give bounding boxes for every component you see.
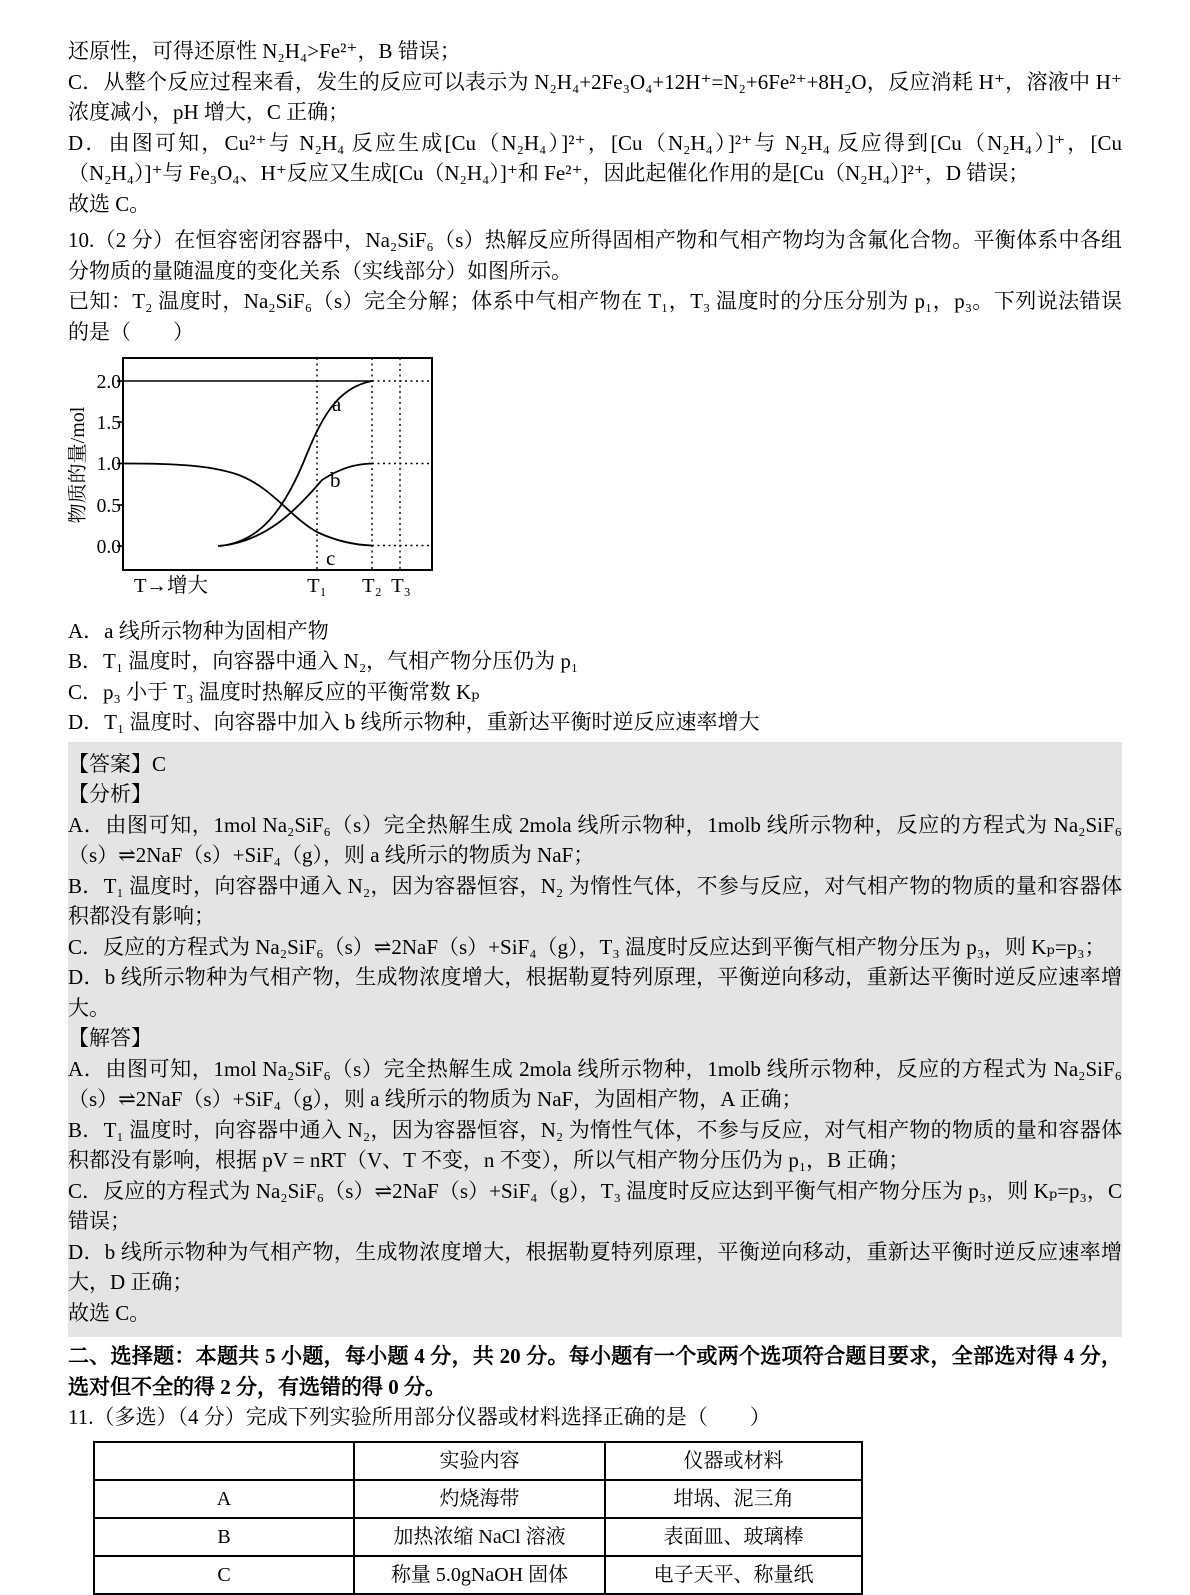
solution-b: B．T₁ 温度时，向容器中通入 N₂，因为容器恒容，N₂ 为惰性气体，不参与反应，对气相产物的物质的量和容器体积都没有影响，根据 pV = nRT（V、T 不变，n 不变），所以气相产物分压仍为 p₁，B 正确； — [68, 1117, 1122, 1172]
question10-chart — [68, 351, 1122, 610]
table-header-row — [94, 1442, 862, 1480]
curve-b-label: b — [330, 468, 341, 492]
table-row-b — [94, 1518, 862, 1556]
curve-a — [218, 381, 372, 546]
solution-a: A．由图可知，1mol Na₂SiF₆（s）完全热解生成 2mola 线所示物种，1molb 线所示物种，反应的方程式为 Na₂SiF₆（s）⇌2NaF（s）+SiF₄（g），则 a 线所示的物质为 NaF，为固相产物，A 正确； — [68, 1056, 1122, 1111]
question11-table — [93, 1441, 863, 1595]
analysis-a: A．由图可知，1mol Na₂SiF₆（s）完全热解生成 2mola 线所示物种，1molb 线所示物种，反应的方程式为 Na₂SiF₆（s）⇌2NaF（s）+SiF₄（g），则 a 线所示的物质为 NaF； — [68, 812, 1122, 867]
section2-header: 二、选择题：本题共 5 小题，每小题 4 分，共 20 分。每小题有一个或两个选项符合题目要求，全部选对得 4 分，选对但不全的得 2 分，有选错的得 0 分。 — [68, 1344, 1122, 1399]
explanation-option-d: D．由图可知，Cu²⁺与 N₂H₄ 反应生成[Cu（N₂H₄）]²⁺，[Cu（N₂H₄）]²⁺与 N₂H₄ 反应得到[Cu（N₂H₄）]⁺，[Cu（N₂H₄）]⁺与 Fe₃O₄、H⁺反应又生成[Cu（N₂H₄）]⁺和 Fe²⁺，因此起催化作用的是[Cu（N₂H₄）]²⁺，D 错误； — [68, 130, 1122, 185]
xtick-T2: T₂ — [362, 575, 382, 597]
curve-a-label: a — [332, 392, 342, 416]
question10-option-b: B．T₁ 温度时，向容器中通入 N₂，气相产物分压仍为 p₁ — [68, 649, 579, 673]
x-axis-label: T→增大 — [133, 575, 209, 597]
ytick-1.0: 1.0 — [96, 454, 121, 475]
xtick-T3: T₃ — [391, 575, 411, 597]
solution-d: D．b 线所示物种为气相产物，生成物浓度增大，根据勒夏特列原理，平衡逆向移动，重新达平衡时逆反应速率增大，D 正确； — [68, 1239, 1122, 1294]
question11-stem: 11.（多选）（4 分）完成下列实验所用部分仪器或材料选择正确的是（ ） — [68, 1405, 771, 1429]
analysis-b: B．T₁ 温度时，向容器中通入 N₂，因为容器恒容，N₂ 为惰性气体，不参与反应，对气相产物的物质的量和容器体积都没有影响； — [68, 873, 1122, 928]
row-a-experiment: 灼烧海带 — [354, 1480, 605, 1518]
ytick-1.5: 1.5 — [96, 413, 121, 434]
row-b-label: B — [94, 1518, 354, 1556]
row-c-experiment: 称量 5.0gNaOH 固体 — [354, 1556, 605, 1594]
solution-label: 【解答】 — [68, 1026, 152, 1050]
question10-known-conditions: 已知：T₂ 温度时，Na₂SiF₆（s）完全分解；体系中气相产物在 T₁，T₃ 温度时的分压分别为 p₁，p₃。下列说法错误的是（ ） — [68, 289, 1122, 344]
ytick-0.5: 0.5 — [96, 496, 121, 517]
question10-option-c: C．p₃ 小于 T₃ 温度时热解反应的平衡常数 Kₚ — [68, 679, 480, 704]
row-c-label: C — [94, 1556, 354, 1594]
question10-option-d: D．T₁ 温度时、向容器中加入 b 线所示物种，重新达平衡时逆反应速率增大 — [68, 710, 760, 734]
row-a-apparatus: 坩埚、泥三角 — [605, 1480, 862, 1518]
analysis-c: C．反应的方程式为 Na₂SiF₆（s）⇌2NaF（s）+SiF₄（g），T₃ 温度时反应达到平衡气相产物分压为 p₃，则 Kₚ=p₃； — [68, 934, 1106, 959]
answer-conclusion-q9: 故选 C。 — [68, 191, 151, 216]
row-b-experiment: 加热浓缩 NaCl 溶液 — [354, 1518, 605, 1556]
question10-stem: 10.（2 分）在恒容密闭容器中，Na₂SiF₆（s）热解反应所得固相产物和气相产物均为含氟化合物。平衡体系中各组分物质的量随温度的变化关系（实线部分）如图所示。 — [68, 228, 1122, 283]
table-header-blank — [94, 1442, 354, 1480]
analysis-d: D．b 线所示物种为气相产物，生成物浓度增大，根据勒夏特列原理，平衡逆向移动，重新达平衡时逆反应速率增大。 — [68, 965, 1122, 1020]
explanation-option-c: C．从整个反应过程来看，发生的反应可以表示为 N₂H₄+2Fe₃O₄+12H⁺=N₂+6Fe²⁺+8H₂O，反应消耗 H⁺，溶液中 H⁺浓度减小，pH 增大，C 正确； — [68, 69, 1122, 124]
y-axis-title: 物质的量/mol — [68, 406, 89, 524]
answer-label: 【答案】C — [68, 751, 167, 776]
mole-vs-temperature-plot — [68, 351, 448, 601]
row-a-label: A — [94, 1480, 354, 1518]
explanation-line-continuation: 还原性，可得还原性 N₂H₄>Fe²⁺，B 错误； — [68, 39, 461, 63]
row-c-apparatus: 电子天平、称量纸 — [605, 1556, 862, 1594]
ytick-2.0: 2.0 — [96, 372, 121, 393]
xtick-T1: T₁ — [307, 575, 327, 597]
table-row-c — [94, 1556, 862, 1594]
solution-c: C．反应的方程式为 Na₂SiF₆（s）⇌2NaF（s）+SiF₄（g），T₃ 温度时反应达到平衡气相产物分压为 p₃，则 Kₚ=p₃，C 错误； — [68, 1178, 1122, 1233]
question10-option-a: A．a 线所示物种为固相产物 — [68, 618, 329, 643]
table-header-apparatus: 仪器或材料 — [605, 1442, 862, 1480]
analysis-label: 【分析】 — [68, 782, 152, 806]
table-header-experiment: 实验内容 — [354, 1442, 605, 1480]
table-row-a — [94, 1480, 862, 1518]
row-b-apparatus: 表面皿、玻璃棒 — [605, 1518, 862, 1556]
curve-c-label: c — [326, 546, 336, 570]
answer-analysis-block — [68, 742, 1122, 1338]
ytick-0.0: 0.0 — [96, 537, 121, 558]
answer-conclusion-q10: 故选 C。 — [68, 1300, 151, 1325]
